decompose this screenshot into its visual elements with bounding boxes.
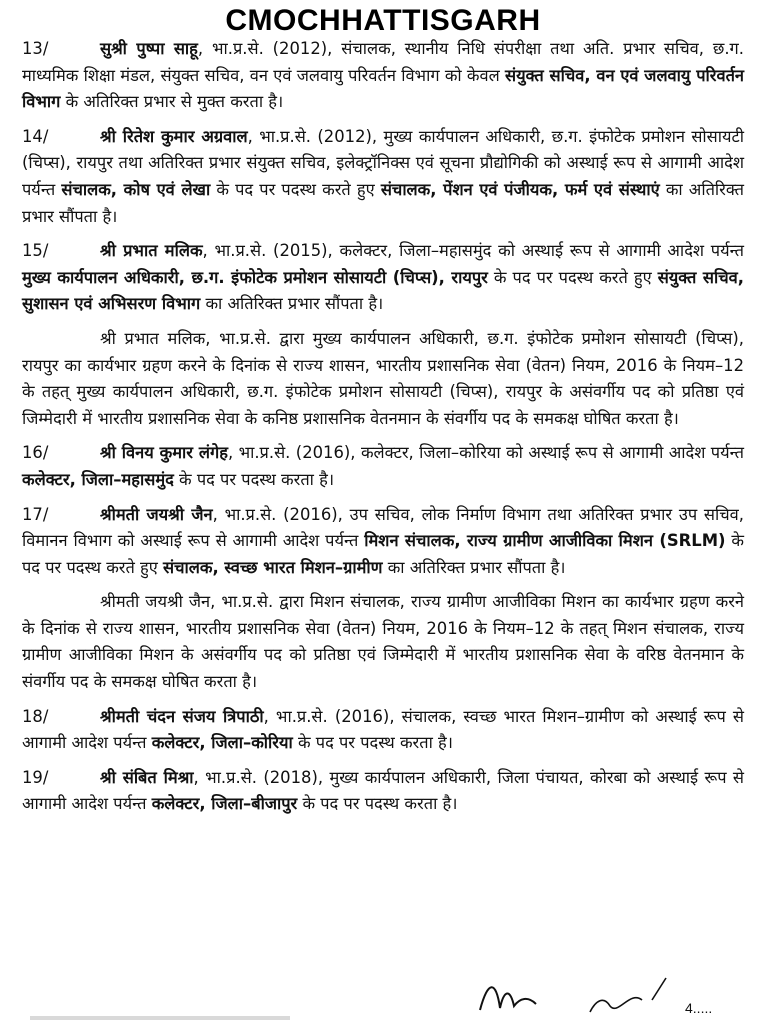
body-text: , भा.प्र.से. (2016), संचालक, स्वच्छ भारत मिशन–ग्रामीण को अस्थाई रूप से आगामी आदेश पर्यन्त — [22, 706, 744, 753]
paragraph-number: 17/ — [22, 504, 49, 524]
bold-text: कलेक्टर, जिला–बीजापुर — [151, 794, 298, 814]
order-paragraph — [22, 124, 744, 230]
body-text: , भा.प्र.से. (2012), संचालक, स्थानीय निधि संपरीक्षा तथा अति. प्रभार सचिव, छ.ग. माध्यमिक शिक्षा मंडल, संयुक्त सचिव, वन एवं जलवायु परिवर्तन विभाग को केवल — [22, 39, 744, 85]
body-text: , भा.प्र.से. (2016), उप सचिव, लोक निर्माण विभाग तथा अतिरिक्त प्रभार उप सचिव, विमानन विभाग को अस्थाई रूप से आगामी आदेश पर्यन्त — [22, 504, 744, 551]
body-text: के पद पर पदस्थ करता है। — [173, 469, 335, 489]
body-text: का अतिरिक्त प्रभार सौंपता है। — [382, 557, 566, 577]
body-text: के पद पर पदस्थ करते हुए — [22, 531, 744, 577]
bold-text: श्री प्रभात मलिक — [100, 241, 203, 261]
page-continuation: 4..... — [685, 1000, 713, 1016]
bold-text: संचालक, स्वच्छ भारत मिशन–ग्रामीण — [163, 557, 383, 577]
bold-text: कलेक्टर, जिला–कोरिया — [151, 733, 293, 753]
order-paragraph-continuation — [22, 589, 744, 695]
bold-text: श्रीमती चंदन संजय त्रिपाठी — [100, 706, 264, 726]
order-paragraph — [22, 238, 744, 318]
bold-text: श्री संबित मिश्रा — [100, 767, 194, 787]
watermark-title: CMOCHHATTISGARH — [225, 4, 541, 37]
bold-text: संचालक, कोष एवं लेखा — [61, 179, 211, 199]
order-paragraph — [22, 765, 744, 818]
bold-text: श्री विनय कुमार लंगेह — [100, 443, 228, 463]
footer-faint-line — [30, 1016, 290, 1020]
bold-text: मिशन संचालक, राज्य ग्रामीण आजीविका मिशन (SRLM) — [364, 531, 726, 551]
bold-text: श्रीमती जयश्री जैन — [100, 504, 213, 524]
order-document — [22, 36, 744, 818]
body-text: श्री प्रभात मलिक, भा.प्र.से. द्वारा मुख्य कार्यपालन अधिकारी, छ.ग. इंफोटेक प्रमोशन सोसायटी (चिप्स), रायपुर का कार्यभार ग्रहण करने के दिनांक से राज्य शासन, भारतीय प्रशासनिक सेवा (वेतन) नियम, 2016 के नियम–12 के तहत् मुख्य कार्यपालन अधिकारी, छ.ग. इंफोटेक प्रमोशन सोसायटी (चिप्स), रायपुर के असंवर्गीय पद को प्रतिष्ठा एवं जिम्मेदारी में भारतीय प्रशासनिक सेवा के कनिष्ठ प्रशासनिक वेतनमान के संवर्गीय पद के समकक्ष घोषित करता है। — [22, 328, 744, 428]
body-text: के पद पर पदस्थ करता है। — [292, 733, 453, 753]
signature — [470, 960, 713, 1020]
bold-text: कलेक्टर, जिला–महासमुंद — [22, 469, 174, 489]
body-text: के पद पर पदस्थ करते हुए — [487, 267, 658, 287]
body-text: के अतिरिक्त प्रभार से मुक्त करता है। — [60, 92, 284, 112]
paragraph-number: 14/ — [22, 126, 49, 146]
bold-text: सुश्री पुष्पा साहू — [100, 39, 198, 58]
body-text: , भा.प्र.से. (2016), कलेक्टर, जिला–कोरिया को अस्थाई रूप से आगामी आदेश पर्यन्त — [227, 443, 744, 463]
body-text: के पद पर पदस्थ करता है। — [297, 794, 458, 814]
bold-text: श्री रितेश कुमार अग्रवाल — [100, 126, 248, 146]
bold-text: संयुक्त सचिव, सुशासन एवं अभिसरण विभाग — [22, 267, 745, 314]
body-text: का अतिरिक्त प्रभार सौंपता है। — [200, 294, 384, 314]
body-text: , भा.प्र.से. (2015), कलेक्टर, जिला–महासमुंद को अस्थाई रूप से आगामी आदेश पर्यन्त — [202, 241, 744, 261]
order-paragraph — [22, 36, 744, 116]
paragraph-number: 13/ — [22, 39, 49, 58]
paragraph-number: 19/ — [22, 767, 49, 787]
body-text: श्रीमती जयश्री जैन, भा.प्र.से. द्वारा मिशन संचालक, राज्य ग्रामीण आजीविका मिशन का कार्यभार ग्रहण करने के दिनांक से राज्य शासन, भारतीय प्रशासनिक सेवा (वेतन) नियम, 2016 के नियम–12 के तहत् मिशन संचालक, राज्य ग्रामीण आजीविका मिशन के असंवर्गीय पद को प्रतिष्ठा एवं जिम्मेदारी में भारतीय प्रशासनिक सेवा के वरिष्ठ वेतनमान के संवर्गीय पद के समकक्ष घोषित करता है। — [22, 592, 744, 692]
order-paragraph — [22, 440, 744, 493]
order-paragraph — [22, 502, 744, 582]
paragraph-number: 15/ — [22, 241, 49, 261]
bold-text: संयुक्त सचिव, वन एवं जलवायु परिवर्तन विभाग — [22, 65, 745, 112]
body-text: का अतिरिक्त प्रभार सौंपता है। — [22, 179, 744, 226]
order-paragraph-continuation — [22, 326, 744, 432]
paragraph-number: 18/ — [22, 706, 49, 726]
bold-text: संचालक, पेंशन एवं पंजीयक, फर्म एवं संस्थाएं — [380, 179, 660, 199]
bold-text: मुख्य कार्यपालन अधिकारी, छ.ग. इंफोटेक प्रमोशन सोसायटी (चिप्स), रायपुर — [22, 267, 488, 287]
order-paragraph — [22, 704, 744, 757]
paragraph-number: 16/ — [22, 443, 49, 463]
body-text: , भा.प्र.से. (2018), मुख्य कार्यपालन अधिकारी, जिला पंचायत, कोरबा को अस्थाई रूप से आगामी आदेश पर्यन्त — [22, 767, 745, 814]
body-text: , भा.प्र.से. (2012), मुख्य कार्यपालन अधिकारी, छ.ग. इंफोटेक प्रमोशन सोसायटी (चिप्स), रायपुर तथा अतिरिक्त प्रभार संयुक्त सचिव, इलेक्ट्रॉनिक्स एवं सूचना प्रौद्योगिकी को अस्थाई रूप से आगामी आदेश पर्यन्त — [22, 126, 745, 199]
body-text: के पद पर पदस्थ करते हुए — [210, 179, 381, 199]
